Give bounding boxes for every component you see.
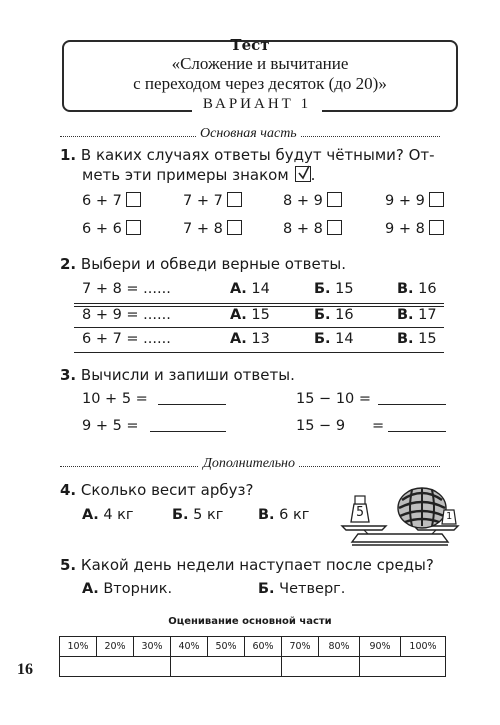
grade-range-cell[interactable] (60, 657, 171, 677)
q2-text-line (60, 255, 346, 273)
option-value: 14 (335, 331, 354, 347)
option-value: 15 (418, 331, 437, 347)
q3-text: Вычисли и запиши ответы. (80, 366, 295, 384)
grade-cell: 30% (134, 637, 171, 657)
q1-text-line1 (60, 146, 435, 164)
option-letter: А. (230, 307, 247, 323)
grade-cell: 100% (401, 637, 446, 657)
grade-cell: 50% (208, 637, 245, 657)
test-title: Тест (230, 36, 270, 54)
variant-label: ВАРИАНТ 1 (192, 96, 322, 113)
option-letter: Б. (314, 307, 331, 323)
q5-option-a[interactable] (82, 581, 172, 597)
q1-checkbox[interactable] (429, 220, 444, 235)
q5-text: Какой день недели наступает после среды? (80, 556, 434, 574)
q3-expr-3: 9 + 5 = (82, 418, 139, 434)
q2-row-1-option-c[interactable] (397, 281, 437, 297)
q3-answer-2[interactable] (378, 404, 446, 405)
grade-cell: 20% (97, 637, 134, 657)
q3-expr-4: 15 − 9 (296, 418, 346, 434)
q1-checkbox[interactable] (327, 192, 342, 207)
q4-option-c[interactable] (258, 507, 309, 523)
q1-example-4 (385, 192, 444, 209)
q2-row-2-option-c[interactable] (397, 307, 437, 323)
option-letter: Б. (172, 507, 189, 523)
grade-range-cell[interactable] (360, 657, 446, 677)
q1-text-2: меть эти примеры знаком (82, 166, 289, 184)
q1-example-7 (283, 220, 342, 237)
option-value: 16 (418, 281, 437, 297)
weight-big-label: 5 (356, 505, 364, 520)
q5-text-line (60, 556, 434, 574)
option-value: 13 (251, 331, 270, 347)
option-value: Вторник. (103, 581, 173, 597)
q1-example-text: 6 + 6 (82, 221, 122, 237)
grading-table (59, 636, 446, 677)
option-letter: В. (397, 307, 414, 323)
scale-illustration (338, 482, 463, 550)
q1-example-5 (82, 220, 141, 237)
option-value: 5 кг (193, 507, 224, 523)
option-value: 15 (251, 307, 270, 323)
option-value: 16 (335, 307, 354, 323)
q1-checkbox[interactable] (126, 192, 141, 207)
option-letter: А. (230, 281, 247, 297)
q2-row-2-expr: 8 + 9 = ...... (82, 307, 171, 323)
option-value: 4 кг (103, 507, 134, 523)
q3-expr-1: 10 + 5 = (82, 391, 148, 407)
checkmark-icon (295, 166, 311, 182)
q3-expr-4-equals: = (372, 418, 385, 434)
q3-answer-3[interactable] (150, 431, 226, 432)
grade-cell: 40% (171, 637, 208, 657)
q2-row-divider (74, 352, 444, 353)
q3-number: 3. (60, 366, 77, 384)
q2-row-3-expr: 6 + 7 = ...... (82, 331, 171, 347)
q3-text-line (60, 366, 295, 384)
q2-row-divider (74, 327, 444, 328)
q1-example-text: 8 + 8 (283, 221, 323, 237)
grading-title: Оценивание основной части (168, 616, 332, 627)
q4-number: 4. (60, 481, 77, 499)
q5-option-b[interactable] (258, 581, 345, 597)
q1-checkbox[interactable] (327, 220, 342, 235)
option-value: Четверг. (279, 581, 346, 597)
q1-example-8 (385, 220, 444, 237)
option-letter: Б. (314, 281, 331, 297)
q5-number: 5. (60, 556, 77, 574)
grade-range-cell[interactable] (282, 657, 360, 677)
q4-text-line (60, 481, 253, 499)
option-value: 17 (418, 307, 437, 323)
q1-example-6 (183, 220, 242, 237)
grade-cell: 10% (60, 637, 97, 657)
q1-example-2 (183, 192, 242, 209)
q2-row-2-option-b[interactable] (314, 307, 354, 323)
q1-example-1 (82, 192, 141, 209)
option-value: 15 (335, 281, 354, 297)
main-section-label: Основная часть (196, 126, 301, 142)
q1-example-text: 9 + 9 (385, 193, 425, 209)
q2-number: 2. (60, 255, 77, 273)
q2-row-divider (74, 303, 444, 304)
grade-cell: 70% (282, 637, 319, 657)
extra-section-label: Дополнительно (199, 456, 299, 472)
q3-expr-2: 15 − 10 = (296, 391, 372, 407)
option-letter: Б. (314, 331, 331, 347)
q2-row-3-option-c[interactable] (397, 331, 437, 347)
grade-range-cell[interactable] (171, 657, 282, 677)
q1-example-text: 7 + 8 (183, 221, 223, 237)
option-letter: А. (82, 507, 99, 523)
q2-row-3-option-b[interactable] (314, 331, 354, 347)
option-letter: Б. (258, 581, 275, 597)
option-letter: В. (397, 331, 414, 347)
grade-cell: 80% (319, 637, 360, 657)
q2-row-1-option-b[interactable] (314, 281, 354, 297)
q1-example-text: 9 + 8 (385, 221, 425, 237)
page-number: 16 (17, 661, 33, 678)
q1-example-text: 7 + 7 (183, 193, 223, 209)
q1-example-text: 8 + 9 (283, 193, 323, 209)
test-subtitle-line2: с переходом через десяток (до 20)» (133, 74, 387, 93)
weight-small-label: 1 (445, 511, 453, 522)
q1-text-line2: меть эти примеры знаком . (82, 166, 316, 184)
q3-answer-4[interactable] (388, 431, 446, 432)
q1-checkbox[interactable] (227, 192, 242, 207)
q2-row-2-option-a[interactable] (230, 307, 270, 323)
option-letter: А. (82, 581, 99, 597)
q1-checkbox[interactable] (227, 220, 242, 235)
option-letter: В. (397, 281, 414, 297)
grade-cell: 60% (245, 637, 282, 657)
q4-option-b[interactable] (172, 507, 223, 523)
grade-cell: 90% (360, 637, 401, 657)
q2-row-1-option-a[interactable] (230, 281, 270, 297)
q1-number: 1. (60, 146, 77, 164)
q3-answer-1[interactable] (158, 404, 226, 405)
q1-example-3 (283, 192, 342, 209)
test-subtitle-line1: «Сложение и вычитание (171, 54, 349, 73)
option-value: 6 кг (279, 507, 310, 523)
q2-text: Выбери и обведи верные ответы. (80, 255, 347, 273)
q1-checkbox[interactable] (429, 192, 444, 207)
q2-row-1-expr: 7 + 8 = ...... (82, 281, 171, 297)
q4-text: Сколько весит арбуз? (80, 481, 254, 499)
option-value: 14 (251, 281, 270, 297)
q1-checkbox[interactable] (126, 220, 141, 235)
q1-example-text: 6 + 7 (82, 193, 122, 209)
option-letter: А. (230, 331, 247, 347)
option-letter: В. (258, 507, 275, 523)
q2-row-3-option-a[interactable] (230, 331, 270, 347)
q4-option-a[interactable] (82, 507, 134, 523)
q1-text: В каких случаях ответы будут чётными? От- (80, 146, 435, 164)
